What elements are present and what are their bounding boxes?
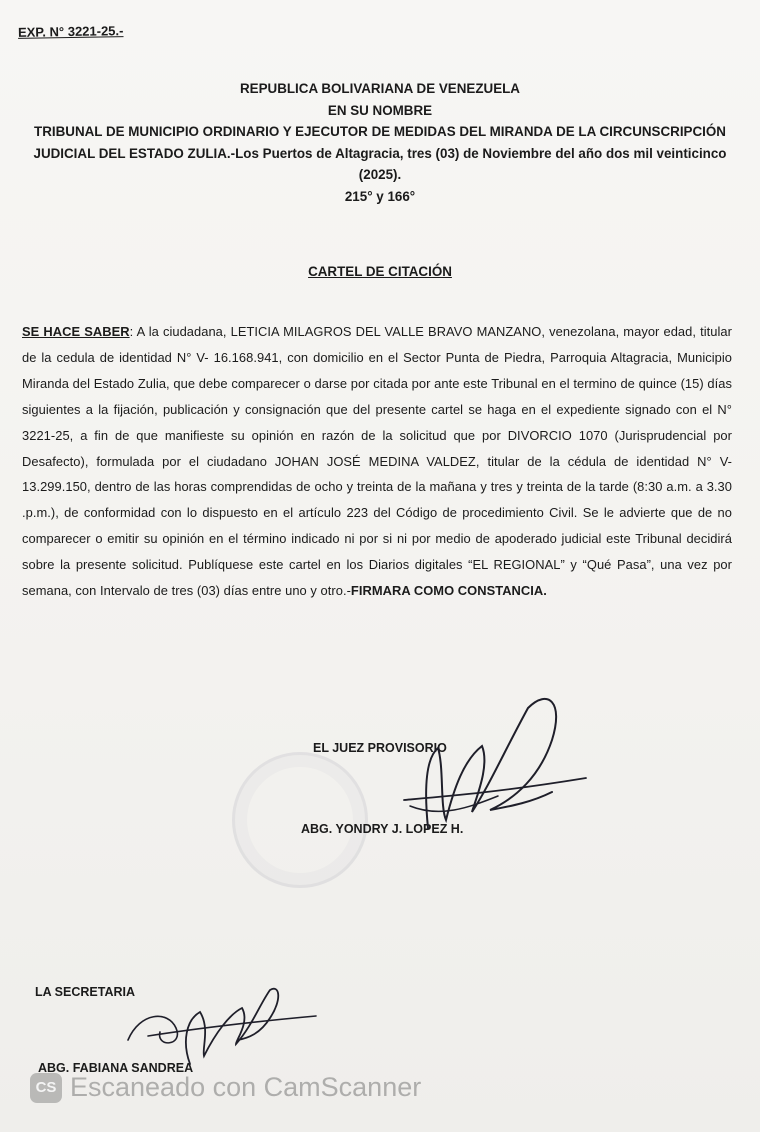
secretary-name: ABG. FABIANA SANDREA — [38, 1061, 194, 1075]
body-lead: SE HACE SABER — [22, 324, 130, 339]
header-republic: REPUBLICA BOLIVARIANA DE VENEZUELA — [240, 81, 520, 96]
camscanner-text: Escaneado con CamScanner — [70, 1072, 422, 1102]
camscanner-watermark — [30, 1072, 421, 1103]
case-number: EXP. N° 3221-25.- — [17, 23, 124, 40]
secretary-role: LA SECRETARIA — [35, 985, 135, 999]
body-paragraph — [22, 319, 732, 604]
document-header — [20, 78, 740, 207]
secretary-signature — [120, 982, 320, 1072]
judge-signature — [380, 688, 610, 848]
body-closing: FIRMARA COMO CONSTANCIA. — [350, 583, 547, 599]
camscanner-logo-icon: CS — [30, 1073, 62, 1103]
header-en-su-nombre: EN SU NOMBRE — [327, 102, 433, 118]
judge-name: ABG. YONDRY J. LOPEZ H. — [301, 822, 464, 836]
header-years: 215° y 166° — [344, 188, 416, 204]
document-title: CARTEL DE CITACIÓN — [308, 264, 452, 279]
judge-role: EL JUEZ PROVISORIO — [313, 741, 447, 755]
court-seal — [232, 752, 368, 888]
header-tribunal: TRIBUNAL DE MUNICIPIO ORDINARIO Y EJECUTOR DE MEDIDAS DEL MIRANDA DE LA CIRCUNSCRIPCIÓN JUDICIAL DEL ESTADO ZULIA.-Los Puertos de Altagracia, tres (03) de Noviembre del año dos mil veinticinco (2025). — [33, 124, 727, 182]
body-text: : A la ciudadana, LETICIA MILAGROS DEL VALLE BRAVO MANZANO, venezolana, mayor edad, titular de la cedula de identidad N° V- 16.168.941, con domicilio en el Sector Punta de Piedra, Parroquia Altagracia, Municipio Miranda del Estado Zulia, que debe comparecer o darse por citada por ante este Tribunal en el termino de quince (15) días siguientes a la fijación, publicación y consignación que del presente cartel se haga en el expediente signado con el N° 3221-25, a fin de que manifieste su opinión en razón de la solicitud que por DIVORCIO 1070 (Jurisprudencial por Desafecto), formulada por el ciudadano JOHAN JOSÉ MEDINA VALDEZ, titular de la cédula de identidad N° V- 13.299.150, dentro de las horas comprendidas de ocho y treinta de la mañana y tres y treinta de la tarde (8:30 a.m. a 3.30 .p.m.), de conformidad con lo dispuesto en el artículo 223 del Código de procedimiento Civil. Se le advierte que de no comparecer o emitir su opinión en el término indicado ni por si ni por medio de apoderado judicial este Tribunal decidirá sobre la presente solicitud. Publíquese este cartel en los Diarios digitales “EL REGIONAL” y “Qué Pasa”, una vez por semana, con Intervalo de tres (03) días entre uno y otro.- — [22, 324, 732, 599]
